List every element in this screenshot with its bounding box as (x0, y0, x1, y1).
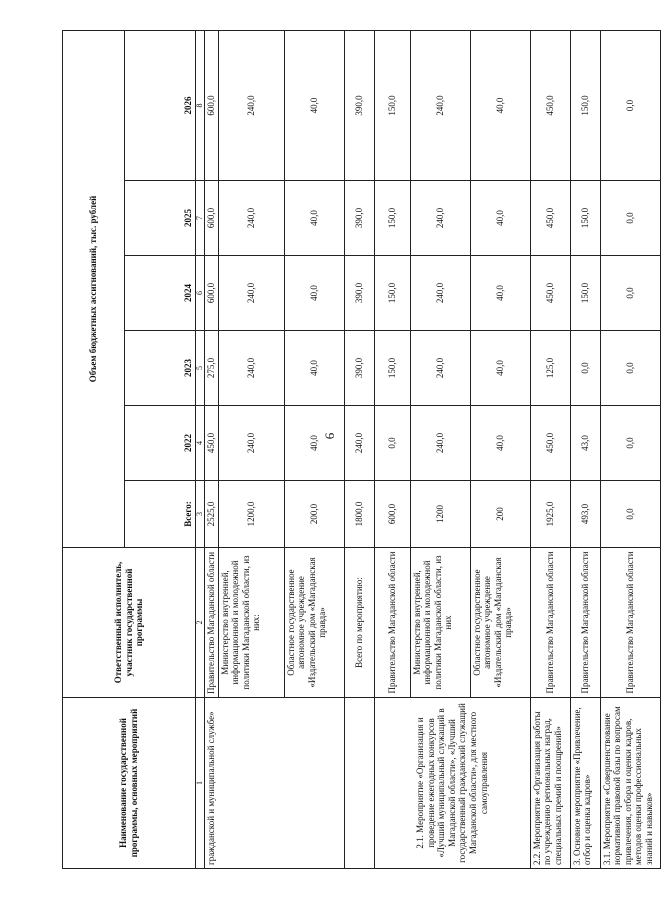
value-cell: 150,0 (570, 256, 600, 331)
col-total-header: Всего: (125, 481, 196, 548)
total-cell: 0,0 (600, 481, 660, 548)
value-cell: 600,0 (205, 256, 219, 331)
value-cell: 240,0 (218, 406, 284, 481)
executor-cell: Министерство внутренней, информационной и молодежной политики Магаданской области, из них (410, 548, 470, 698)
program-name-cell: 2.1. Мероприятие «Организация и проведение ежегодных конкурсов «Лучший муниципальный служащий в Магаданской области», «Лучший государственный гражданский служащий Магаданской области», для местного самоуправления (374, 698, 530, 869)
executor-cell: Всего по мероприятию: (344, 548, 374, 698)
value-cell: 40,0 (470, 331, 530, 406)
value-cell: 240,0 (218, 30, 284, 180)
total-cell: 1200,0 (218, 481, 284, 548)
value-cell: 450,0 (530, 256, 570, 331)
header-row (63, 30, 125, 868)
value-cell: 390,0 (344, 256, 374, 331)
value-cell: 125,0 (530, 331, 570, 406)
program-name-cell (344, 698, 374, 869)
executor-cell: Областное государственное автономное учреждение «Издательский дом «Магаданская правда» (284, 548, 344, 698)
value-cell: 390,0 (344, 331, 374, 406)
value-cell: 40,0 (284, 256, 344, 331)
value-cell: 240,0 (410, 331, 470, 406)
value-cell: 0,0 (600, 331, 660, 406)
executor-cell: Правительство Магаданской области (600, 548, 660, 698)
value-cell: 450,0 (530, 181, 570, 256)
col-budget-header: Объем бюджетных ассигнований, тыс. рублей (63, 30, 125, 547)
executor-cell: Правительство Магаданской области (374, 548, 410, 698)
col-name-header: Наименование государственной программы, основных мероприятий (63, 698, 196, 869)
value-cell: 275,0 (205, 331, 219, 406)
rotated-page (62, 31, 655, 869)
value-cell: 240,0 (410, 406, 470, 481)
value-cell: 40,0 (470, 30, 530, 180)
value-cell: 0,0 (374, 406, 410, 481)
value-cell: 150,0 (570, 181, 600, 256)
value-cell: 40,0 (284, 181, 344, 256)
table-row (570, 30, 600, 868)
program-name-cell: 3.1. Мероприятие «Совершенствование нормативной правовой базы по вопросам привлечения, отбора и оценки кадров, методов оценки профессиональных знаний и навыков» (600, 698, 660, 869)
executor-cell: Министерство внутренней, информационной и молодежной политики Магаданской области, из них: (218, 548, 284, 698)
page-number: 6 (322, 432, 337, 440)
year-header: 2026 (125, 30, 196, 180)
table-row (205, 30, 219, 868)
value-cell: 240,0 (218, 181, 284, 256)
value-cell: 390,0 (344, 30, 374, 180)
index-cell: 6 (196, 256, 205, 331)
total-cell: 493,0 (570, 481, 600, 548)
table-row (600, 30, 660, 868)
index-cell: 8 (196, 30, 205, 180)
value-cell: 40,0 (470, 406, 530, 481)
index-row (196, 30, 205, 868)
value-cell: 450,0 (205, 406, 219, 481)
value-cell: 0,0 (600, 30, 660, 180)
index-cell: 4 (196, 406, 205, 481)
executor-cell: Областное государственное автономное учреждение «Издательский дом «Магаданская правда» (470, 548, 530, 698)
table-row (374, 30, 410, 868)
value-cell: 150,0 (374, 256, 410, 331)
total-cell: 1800,0 (344, 481, 374, 548)
value-cell: 0,0 (570, 331, 600, 406)
executor-cell: Правительство Магаданской области (570, 548, 600, 698)
value-cell: 240,0 (410, 256, 470, 331)
index-cell: 1 (196, 698, 205, 869)
total-cell: 600,0 (374, 481, 410, 548)
total-cell: 1200 (410, 481, 470, 548)
executor-cell: Правительство Магаданской области (205, 548, 219, 698)
value-cell: 0,0 (600, 181, 660, 256)
total-cell: 200 (470, 481, 530, 548)
col-executor-header: Ответственный исполнитель, участник государственной программы (63, 548, 196, 698)
index-cell: 2 (196, 548, 205, 698)
table-row (344, 30, 374, 868)
program-name-cell: гражданской и муниципальной службе» (205, 698, 345, 869)
total-cell: 2525,0 (205, 481, 219, 548)
total-cell: 1925,0 (530, 481, 570, 548)
value-cell: 600,0 (205, 181, 219, 256)
value-cell: 0,0 (600, 256, 660, 331)
budget-table (62, 30, 661, 869)
value-cell: 450,0 (530, 30, 570, 180)
index-cell: 5 (196, 331, 205, 406)
year-header: 2022 (125, 406, 196, 481)
value-cell: 240,0 (410, 181, 470, 256)
value-cell: 40,0 (284, 331, 344, 406)
value-cell: 0,0 (600, 406, 660, 481)
value-cell: 40,0 (284, 406, 344, 481)
year-header: 2025 (125, 181, 196, 256)
year-header: 2024 (125, 256, 196, 331)
program-name-cell: 2.2. Мероприятие «Организация работы по учреждению региональных наград, специальных премий и поощрений» (530, 698, 570, 869)
value-cell: 43,0 (570, 406, 600, 481)
value-cell: 150,0 (374, 181, 410, 256)
value-cell: 40,0 (470, 256, 530, 331)
value-cell: 150,0 (570, 30, 600, 180)
index-cell: 3 (196, 481, 205, 548)
value-cell: 450,0 (530, 406, 570, 481)
value-cell: 150,0 (374, 331, 410, 406)
value-cell: 240,0 (410, 30, 470, 180)
value-cell: 40,0 (470, 181, 530, 256)
table-row (530, 30, 570, 868)
program-name-cell: 3. Основное мероприятие «Привлечение, отбор и оценка кадров» (570, 698, 600, 869)
value-cell: 390,0 (344, 181, 374, 256)
total-cell: 200,0 (284, 481, 344, 548)
value-cell: 40,0 (284, 30, 344, 180)
index-cell: 7 (196, 181, 205, 256)
value-cell: 240,0 (344, 406, 374, 481)
value-cell: 240,0 (218, 331, 284, 406)
value-cell: 150,0 (374, 30, 410, 180)
value-cell: 240,0 (218, 256, 284, 331)
value-cell: 600,0 (205, 30, 219, 180)
executor-cell: Правительство Магаданской области (530, 548, 570, 698)
year-header: 2023 (125, 331, 196, 406)
